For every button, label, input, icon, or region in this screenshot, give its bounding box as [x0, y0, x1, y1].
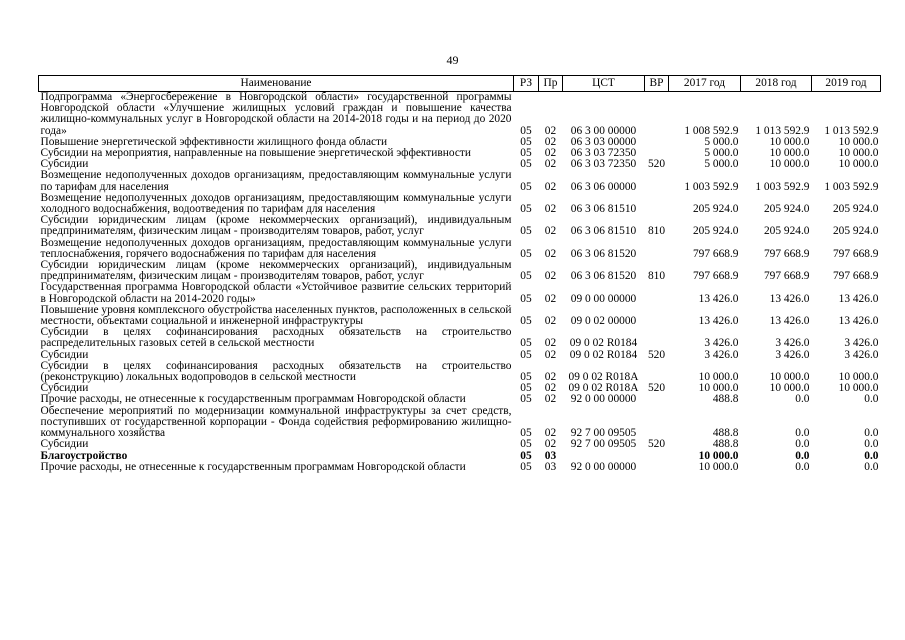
cell-pr: 02: [544, 147, 557, 160]
header-rz: РЗ: [514, 76, 539, 92]
cell-name: Субсидии в целях софинансирования расходных обязательств на строительство (реконструкцию) локальных водопроводов в сельской местности: [40, 359, 512, 384]
cell-cst: 06 3 06 81510: [570, 203, 637, 216]
cell-vr: [645, 305, 669, 327]
cell-y2018: 797 668.9: [763, 247, 810, 260]
cell-y2019: 0.0: [864, 438, 879, 451]
cell-cst: 06 3 06 81520: [570, 247, 637, 260]
cell-rz: 05: [520, 247, 532, 260]
cell-pr: 02: [544, 270, 557, 283]
table-row: [39, 193, 881, 215]
cell-rz: 05: [520, 225, 532, 238]
cell-y2019: 3 426.0: [844, 337, 879, 350]
cell-cst: 06 3 06 81520: [570, 270, 637, 283]
cell-y2017: 488.8: [712, 438, 739, 451]
cell-cst: 06 3 03 00000: [570, 135, 637, 148]
cell-pr: 02: [544, 438, 557, 451]
cell-y2018: 10 000.0: [769, 135, 810, 148]
cell-pr: 02: [544, 427, 557, 440]
cell-cst: 92 0 00 00000: [570, 393, 637, 406]
cell-rz: 05: [520, 337, 532, 350]
cell-y2018: 1 013 592.9: [755, 124, 810, 137]
cell-name: Субсидии юридическим лицам (кроме некоммерческих организаций), индивидуальным предпринимателям, физическим лицам - производителям товаров, работ, услуг: [40, 214, 512, 238]
cell-y2019: 10 000.0: [838, 147, 879, 160]
cell-vr: [645, 327, 669, 349]
cell-name: Возмещение недополученных доходов организациям, предоставляющим коммунальные услуги холодного водоснабжения, водоотведения по тарифам для населения: [40, 191, 512, 216]
table-row: [39, 394, 881, 405]
cell-pr: 02: [544, 158, 557, 171]
header-name: Наименование: [39, 76, 514, 92]
cell-name: Субсидии: [40, 382, 89, 395]
cell-pr: 02: [544, 180, 557, 193]
cell-vr: [645, 238, 669, 260]
cell-y2019: 797 668.9: [832, 247, 879, 260]
cell-cst: 06 3 06 00000: [570, 180, 637, 193]
cell-rz: 05: [520, 449, 532, 462]
cell-y2017: 10 000.0: [698, 382, 739, 395]
cell-vr: [645, 193, 669, 215]
cell-rz: 05: [520, 438, 532, 451]
cell-y2017: 10 000.0: [698, 460, 739, 473]
cell-pr: 02: [544, 393, 557, 406]
cell-y2018: 13 426.0: [769, 292, 810, 305]
cell-y2018: 10 000.0: [769, 371, 810, 384]
cell-cst: 09 0 02 R0184: [569, 337, 638, 350]
cell-pr: 02: [544, 124, 557, 137]
budget-table: [38, 75, 881, 473]
cell-cst: 92 7 00 09505: [570, 438, 637, 451]
cell-pr: 03: [544, 460, 557, 473]
cell-pr: 02: [544, 348, 557, 361]
cell-vr: [645, 451, 669, 462]
cell-pr: 02: [544, 371, 557, 384]
cell-cst: 06 3 03 72350: [570, 147, 637, 160]
cell-y2017: 13 426.0: [698, 292, 739, 305]
cell-y2019: 0.0: [864, 449, 879, 462]
header-cst: ЦСТ: [563, 76, 645, 92]
cell-pr: 02: [544, 315, 557, 328]
cell-rz: 05: [520, 427, 532, 440]
cell-y2019: 797 668.9: [832, 270, 879, 283]
cell-name: Субсидии: [40, 348, 89, 361]
cell-pr: 02: [544, 135, 557, 148]
cell-y2019: 10 000.0: [838, 158, 879, 171]
cell-y2017: 3 426.0: [704, 337, 739, 350]
cell-rz: 05: [520, 315, 532, 328]
table-row: [39, 260, 881, 282]
cell-name: Подпрограмма «Энергосбережение в Новгородской области» государственной программы Новгородской области «Улучшение жилищных условий граждан и повышение качества жилищно-коммунальных услуг в Новгородской области на 2014-2018 годы и на период до 2020 года»: [40, 91, 512, 137]
cell-pr: 02: [544, 382, 557, 395]
cell-rz: 05: [520, 158, 532, 171]
cell-name: Возмещение недополученных доходов организациям, предоставляющим коммунальные услуги теплоснабжения, горячего водоснабжения по тарифам для населения: [40, 236, 512, 260]
cell-pr: 02: [544, 225, 557, 238]
cell-y2018: 1 003 592.9: [755, 180, 810, 193]
cell-y2019: 10 000.0: [838, 135, 879, 148]
cell-rz: 05: [520, 135, 532, 148]
cell-pr: 03: [544, 449, 557, 462]
cell-vr: [645, 361, 669, 383]
cell-y2019: 3 426.0: [844, 348, 879, 361]
table-row: [39, 462, 881, 473]
cell-y2017: 205 924.0: [692, 203, 739, 216]
cell-y2018: 10 000.0: [769, 382, 810, 395]
cell-y2017: 10 000.0: [698, 449, 739, 462]
cell-name: Субсидии в целях софинансирования расходных обязательств на строительство распределительных газовых сетей в сельской местности: [40, 326, 512, 350]
page-number: 49: [446, 53, 459, 67]
cell-y2019: 13 426.0: [838, 292, 879, 305]
cell-pr: 02: [544, 203, 557, 216]
cell-vr: 520: [647, 158, 666, 171]
cell-rz: 05: [520, 270, 532, 283]
cell-cst: 06 3 00 00000: [570, 124, 637, 137]
cell-y2018: 205 924.0: [763, 203, 810, 216]
cell-rz: 05: [520, 292, 532, 305]
cell-vr: 810: [647, 225, 666, 238]
cell-y2017: 1 008 592.9: [684, 124, 739, 137]
cell-vr: [645, 462, 669, 473]
cell-cst: 09 0 02 R018A: [568, 382, 639, 395]
table-row: [39, 282, 881, 304]
cell-vr: [645, 92, 669, 137]
table-row: [39, 170, 881, 192]
cell-rz: 05: [520, 124, 532, 137]
cell-cst: 92 0 00 00000: [570, 460, 637, 473]
header-2018: 2018 год: [741, 76, 812, 92]
cell-name: Повышение уровня комплексного обустройства населенных пунктов, расположенных в сельской местности, объектами социальной и инженерной инфраструктуры: [40, 303, 512, 328]
cell-pr: 02: [544, 292, 557, 305]
cell-y2019: 13 426.0: [838, 315, 879, 328]
cell-rz: 05: [520, 382, 532, 395]
cell-y2018: 0.0: [795, 449, 810, 462]
cell-cst: 09 0 02 R018A: [568, 371, 639, 384]
cell-vr: 810: [647, 270, 666, 283]
header-row: [39, 76, 881, 92]
cell-y2018: 10 000.0: [769, 158, 810, 171]
table-row: [39, 238, 881, 260]
cell-pr: 02: [544, 247, 557, 260]
cell-rz: 05: [520, 460, 532, 473]
cell-name: Повышение энергетической эффективности жилищного фонда области: [40, 135, 388, 148]
cell-y2017: 488.8: [712, 393, 739, 406]
cell-y2019: 0.0: [864, 393, 879, 406]
table-row: [39, 305, 881, 327]
cell-cst: 09 0 02 R0184: [569, 348, 638, 361]
cell-y2017: 797 668.9: [692, 247, 739, 260]
cell-rz: 05: [520, 203, 532, 216]
header-2019: 2019 год: [812, 76, 881, 92]
table-row: [39, 327, 881, 349]
cell-rz: 05: [520, 147, 532, 160]
cell-y2018: 205 924.0: [763, 225, 810, 238]
cell-rz: 05: [520, 393, 532, 406]
cell-cst: 06 3 03 72350: [570, 158, 637, 171]
cell-pr: 02: [544, 337, 557, 350]
cell-y2019: 0.0: [864, 427, 879, 440]
cell-y2018: 797 668.9: [763, 270, 810, 283]
cell-y2019: 10 000.0: [838, 382, 879, 395]
header-vr: ВР: [645, 76, 669, 92]
cell-rz: 05: [520, 371, 532, 384]
cell-vr: [645, 282, 669, 304]
cell-name: Прочие расходы, не отнесенные к государственным программам Новгородской области: [40, 393, 466, 406]
cell-name: Обеспечение мероприятий по модернизации коммунальной инфраструктуры за счет средств, поступивших от государственной корпорации - Фонда содействия реформированию жилищно-коммунального хозяйства: [40, 404, 512, 440]
cell-y2017: 205 924.0: [692, 225, 739, 238]
cell-y2018: 0.0: [795, 460, 810, 473]
header-pr: Пр: [539, 76, 563, 92]
header-2017: 2017 год: [669, 76, 741, 92]
cell-name: Государственная программа Новгородской области «Устойчивое развитие сельских территорий в Новгородской области на 2014-2020 годы»: [40, 281, 512, 305]
cell-y2017: 10 000.0: [698, 371, 739, 384]
cell-cst: 09 0 00 00000: [570, 292, 637, 305]
cell-y2017: 1 003 592.9: [684, 180, 739, 193]
cell-y2019: 1 003 592.9: [824, 180, 879, 193]
cell-y2018: 0.0: [795, 427, 810, 440]
cell-y2017: 3 426.0: [704, 348, 739, 361]
cell-vr: 520: [647, 438, 666, 451]
cell-y2017: 488.8: [712, 427, 739, 440]
cell-y2018: 13 426.0: [769, 315, 810, 328]
cell-y2019: 205 924.0: [832, 225, 879, 238]
cell-rz: 05: [520, 180, 532, 193]
table-row: [39, 406, 881, 440]
cell-vr: [645, 406, 669, 440]
cell-vr: [645, 170, 669, 192]
cell-vr: 520: [647, 382, 666, 395]
cell-y2019: 205 924.0: [832, 203, 879, 216]
table-row: [39, 92, 881, 137]
cell-name: Субсидии юридическим лицам (кроме некоммерческих организаций), индивидуальным предпринимателям, физическим лицам - производителям товаров, работ, услуг: [40, 259, 512, 283]
cell-y2017: 5 000.0: [704, 158, 739, 171]
cell-rz: 05: [520, 348, 532, 361]
cell-vr: [645, 137, 669, 148]
cell-vr: [645, 394, 669, 405]
cell-y2018: 3 426.0: [775, 337, 810, 350]
cell-y2017: 13 426.0: [698, 315, 739, 328]
cell-cst: 09 0 02 00000: [570, 315, 637, 328]
table-row: [39, 148, 881, 159]
cell-y2018: 0.0: [795, 438, 810, 451]
cell-y2019: 0.0: [864, 460, 879, 473]
cell-name: Возмещение недополученных доходов организациям, предоставляющим коммунальные услуги по тарифам для населения: [40, 169, 512, 193]
cell-cst: 06 3 06 81510: [570, 225, 637, 238]
cell-name: Субсидии: [40, 158, 89, 171]
cell-y2017: 797 668.9: [692, 270, 739, 283]
cell-y2019: 1 013 592.9: [824, 124, 879, 137]
cell-name: Прочие расходы, не отнесенные к государственным программам Новгородской области: [40, 460, 466, 473]
table-row: [39, 361, 881, 383]
cell-name: Субсидии на мероприятия, направленные на повышение энергетической эффективности: [40, 147, 471, 160]
cell-y2017: 5 000.0: [704, 135, 739, 148]
cell-vr: 520: [647, 348, 666, 361]
cell-name: Благоустройство: [40, 449, 128, 462]
cell-y2018: 10 000.0: [769, 147, 810, 160]
cell-y2017: 5 000.0: [704, 147, 739, 160]
cell-y2018: 3 426.0: [775, 348, 810, 361]
cell-cst: 92 7 00 09505: [570, 427, 637, 440]
table-row: [39, 439, 881, 450]
cell-name: Субсидии: [40, 438, 89, 451]
cell-y2018: 0.0: [795, 393, 810, 406]
cell-y2019: 10 000.0: [838, 371, 879, 384]
table-row: [39, 215, 881, 237]
